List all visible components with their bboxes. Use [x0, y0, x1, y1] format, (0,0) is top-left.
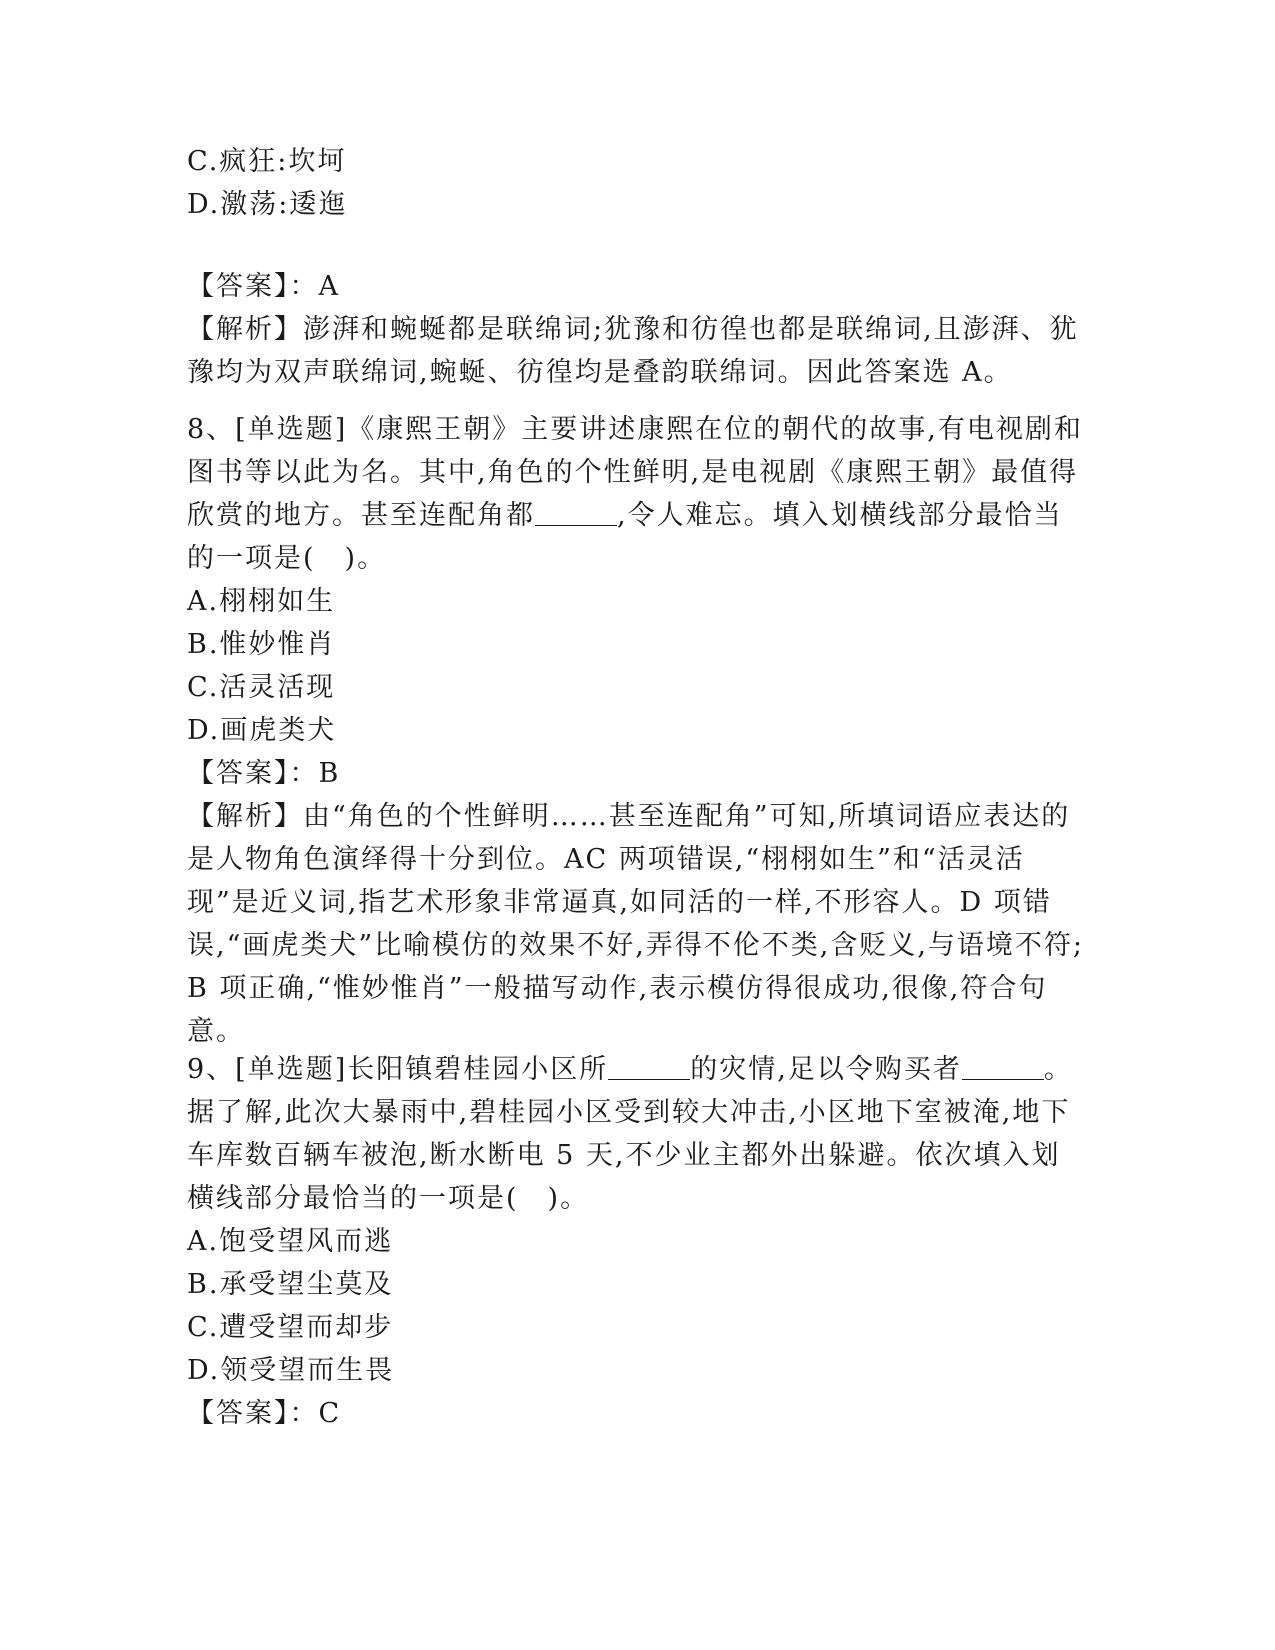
question-7-answer-block — [187, 265, 1087, 394]
option-d — [187, 226, 1087, 269]
fill-in-blank-1 — [608, 1051, 690, 1080]
question-stem-part-2: ,令人难忘。填入划横线部分最恰当的一项是( )。 — [187, 500, 1063, 574]
option-b: B.承受望尘莫及 — [187, 1269, 394, 1300]
question-stem-part-3: 。据了解,此次大暴雨中,碧桂园小区受到较大冲击,小区地下室被淹,地下车库数百辆车被泡,断水断电 5 天,不少业主都外出躲避。依次填入划横线部分最恰当的一项是( )。 — [187, 1054, 1073, 1214]
option-d: D.画虎类犬 — [187, 715, 337, 746]
question-stem-part-1: 9、[单选题]长阳镇碧桂园小区所 — [187, 1054, 609, 1085]
answer: 【答案】：A — [187, 271, 340, 302]
option-c: C.遭受望而却步 — [187, 1312, 394, 1343]
option-d: D.领受望而生畏 — [187, 1355, 395, 1386]
answer: 【答案】：B — [187, 758, 341, 789]
option-b: C.疯狂:坎坷 — [187, 146, 347, 177]
option-c: C.活灵活现 — [187, 672, 336, 703]
question-7-options — [187, 140, 1087, 269]
option-a: A.栩栩如生 — [187, 586, 336, 617]
question-stem-part-2: 的灾情,足以令购买者 — [690, 1054, 962, 1085]
option-a: A.饱受望风而逃 — [187, 1226, 394, 1257]
fill-in-blank — [535, 497, 617, 526]
fill-in-blank-2 — [962, 1051, 1044, 1080]
answer: 【答案】：C — [187, 1398, 342, 1429]
question-stem — [187, 408, 1087, 580]
analysis: 【解析】由“角色的个性鲜明……甚至连配角”可知,所填词语应表达的是人物角色演绎得十分到位。AC 两项错误,“栩栩如生”和“活灵活现”是近义词,指艺术形象非常逼真,如同活的一样,不形容人。D 项错误,“画虎类犬”比喻模仿的效果不好,弄得不伦不类,含贬义,与语境不符;B 项正确,“惟妙惟肖”一般描写动作,表示模仿得很成功,很像,符合句意。 — [187, 801, 1085, 1047]
question-stem-part-1: 8、[单选题]《康熙王朝》主要讲述康熙在位的朝代的故事,有电视剧和图书等以此为名。其中,角色的个性鲜明,是电视剧《康熙王朝》最值得欣赏的地方。甚至连配角都 — [187, 414, 1083, 531]
option-c: D.激荡:逶迤 — [187, 189, 348, 220]
option-b: B.惟妙惟肖 — [187, 629, 336, 660]
question-8 — [187, 408, 1087, 1053]
analysis: 【解析】澎湃和蜿蜒都是联绵词;犹豫和彷徨也都是联绵词,且澎湃、犹豫均为双声联绵词,蜿蜒、彷徨均是叠韵联绵词。因此答案选 A。 — [187, 314, 1079, 388]
question-stem — [187, 1048, 1087, 1220]
question-9 — [187, 1048, 1087, 1435]
